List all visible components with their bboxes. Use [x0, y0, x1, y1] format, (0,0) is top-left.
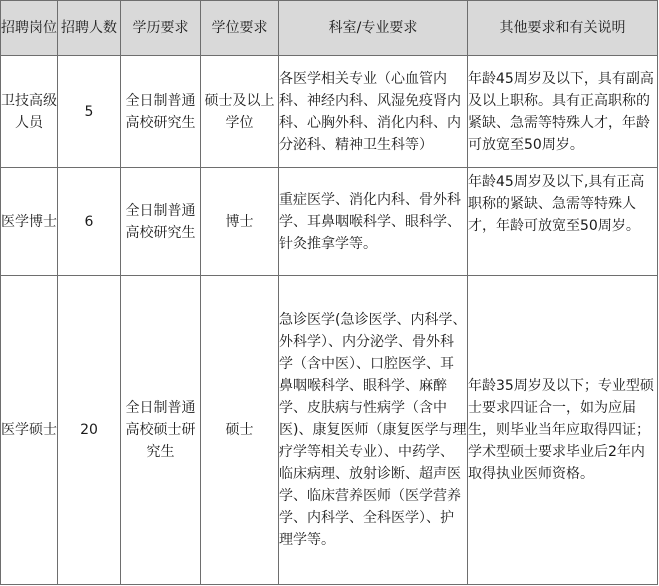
header-position: 招聘岗位: [1, 1, 58, 56]
position-cell: 医学博士: [1, 168, 58, 276]
major-cell: 急诊医学(急诊医学、内科学、外科学）、内分泌学、骨外科学（含中医）、口腔医学、耳鼻咽喉科学、眼科学、麻醉学、皮肤病与性病学（含中医)、康复医师（康复医学与理疗学等相关专业）、中药学、临床病理、放射诊断、超声医学、临床营养医师（医学营养学、内科学、全科医学）、护理学等。: [279, 276, 468, 585]
header-degree: 学位要求: [201, 1, 279, 56]
table-row: [1, 56, 658, 168]
notes-cell: 年龄45周岁及以下，具有副高及以上职称。具有正高职称的紧缺、急需等特殊人才，年龄可放宽至50周岁。: [468, 56, 658, 168]
notes-cell: 年龄35周岁及以下；专业型硕士要求四证合一，如为应届生，则毕业当年应取得四证；学术型硕士要求毕业后2年内取得执业医师资格。: [468, 276, 658, 585]
notes-cell: 年龄45周岁及以下,具有正高职称的紧缺、急需等特殊人才，年龄可放宽至50周岁。: [468, 168, 658, 276]
major-cell: 重症医学、消化内科、骨外科学、耳鼻咽喉科学、眼科学、针灸推拿学等。: [279, 168, 468, 276]
education-cell: 全日制普通高校研究生: [121, 56, 201, 168]
header-education: 学历要求: [121, 1, 201, 56]
table-row: [1, 276, 658, 585]
header-row: [1, 1, 658, 56]
position-cell: 医学硕士: [1, 276, 58, 585]
header-major: 科室/专业要求: [279, 1, 468, 56]
degree-cell: 博士: [201, 168, 279, 276]
degree-cell: 硕士: [201, 276, 279, 585]
header-count: 招聘人数: [58, 1, 121, 56]
major-cell: 各医学相关专业（心血管内科、神经内科、风湿免疫肾内科、心胸外科、消化内科、内分泌科、精神卫生科等）: [279, 56, 468, 168]
education-cell: 全日制普通高校硕士研究生: [121, 276, 201, 585]
education-cell: 全日制普通高校研究生: [121, 168, 201, 276]
table-row: [1, 168, 658, 276]
degree-cell: 硕士及以上学位: [201, 56, 279, 168]
count-cell: 5: [58, 56, 121, 168]
header-notes: 其他要求和有关说明: [468, 1, 658, 56]
count-cell: 20: [58, 276, 121, 585]
position-cell: 卫技高级人员: [1, 56, 58, 168]
count-cell: 6: [58, 168, 121, 276]
